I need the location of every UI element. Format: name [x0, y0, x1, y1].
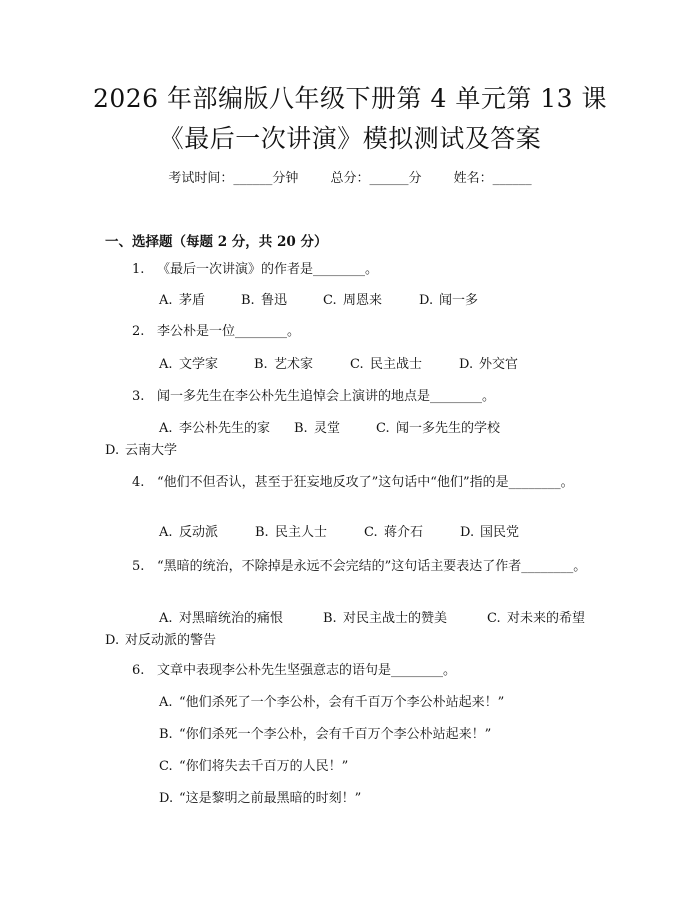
option-d[interactable]: D. 云南大学	[105, 443, 178, 458]
exam-time-field: 考试时间：______分钟	[168, 171, 299, 186]
question-4-options	[159, 524, 519, 542]
total-score-field: 总分：______分	[330, 171, 422, 186]
option-b[interactable]: B. 灵堂	[294, 421, 341, 436]
option-b[interactable]: B. 对民主战士的赞美	[323, 611, 448, 626]
option-c[interactable]: C. 蒋介石	[364, 525, 424, 540]
option-c[interactable]: C. 闻一多先生的学校	[376, 421, 501, 436]
option-b[interactable]: B. 鲁迅	[241, 293, 288, 308]
option-a[interactable]: A. 茅盾	[159, 293, 206, 308]
question-number: 3.	[132, 389, 145, 404]
option-d[interactable]: D. 闻一多	[419, 293, 479, 308]
option-d[interactable]: D. 对反动派的警告	[105, 633, 217, 648]
question-6-option-a[interactable]: A. “他们杀死了一个李公朴，会有千百万个李公朴站起来！”	[159, 695, 505, 710]
question-3-options	[105, 418, 593, 462]
exam-title-line2: 《最后一次讲演》模拟测试及答案	[158, 124, 542, 153]
option-a[interactable]: A. 李公朴先生的家	[159, 421, 271, 436]
question-6-option-d[interactable]: D. “这是黎明之前最黑暗的时刻！”	[159, 791, 362, 806]
question-text: “黑暗的统治，不除掉是永远不会完结的”这句话主要表达了作者________。	[157, 559, 587, 574]
option-d[interactable]: D. 国民党	[460, 525, 520, 540]
exam-info-row	[0, 170, 700, 188]
question-3	[105, 388, 593, 406]
question-text: 李公朴是一位________。	[157, 324, 301, 339]
question-text: 文章中表现李公朴先生坚强意志的语句是________。	[157, 663, 457, 678]
option-d[interactable]: D. 外交官	[459, 357, 519, 372]
option-c[interactable]: C. 民主战士	[350, 357, 423, 372]
option-a[interactable]: A. 文学家	[159, 357, 219, 372]
question-number: 5.	[132, 559, 145, 574]
question-text: 《最后一次讲演》的作者是________。	[157, 262, 379, 277]
option-c[interactable]: C. 周恩来	[323, 293, 383, 308]
option-b[interactable]: B. 民主人士	[255, 525, 328, 540]
question-2-options	[159, 356, 518, 374]
question-1-options	[159, 292, 478, 310]
question-5	[105, 556, 593, 578]
option-b[interactable]: B. 艺术家	[254, 357, 314, 372]
option-c[interactable]: C. 对未来的希望	[487, 611, 586, 626]
exam-title-line1: 2026 年部编版八年级下册第 4 单元第 13 课	[92, 84, 608, 113]
question-6-option-b[interactable]: B. “你们杀死一个李公朴，会有千百万个李公朴站起来！”	[159, 727, 492, 742]
question-number: 2.	[132, 324, 145, 339]
question-number: 6.	[132, 663, 145, 678]
question-text: 闻一多先生在李公朴先生追悼会上演讲的地点是________。	[157, 389, 496, 404]
option-a[interactable]: A. 反动派	[159, 525, 219, 540]
question-4	[105, 472, 593, 494]
question-number: 1.	[132, 262, 145, 277]
question-1	[105, 261, 593, 279]
question-2	[105, 323, 593, 341]
question-6	[105, 662, 593, 680]
option-a[interactable]: A. 对黑暗统治的痛恨	[159, 611, 284, 626]
question-6-option-c[interactable]: C. “你们将失去千百万的人民！”	[159, 759, 349, 774]
student-name-field: 姓名：______	[453, 171, 532, 186]
section-heading-multiple-choice: 一、选择题（每题 2 分，共 20 分）	[105, 234, 328, 250]
question-number: 4.	[132, 475, 145, 490]
question-text: “他们不但否认，甚至于狂妄地反攻了”这句话中“他们”指的是________。	[157, 475, 574, 490]
question-5-options	[105, 608, 593, 652]
